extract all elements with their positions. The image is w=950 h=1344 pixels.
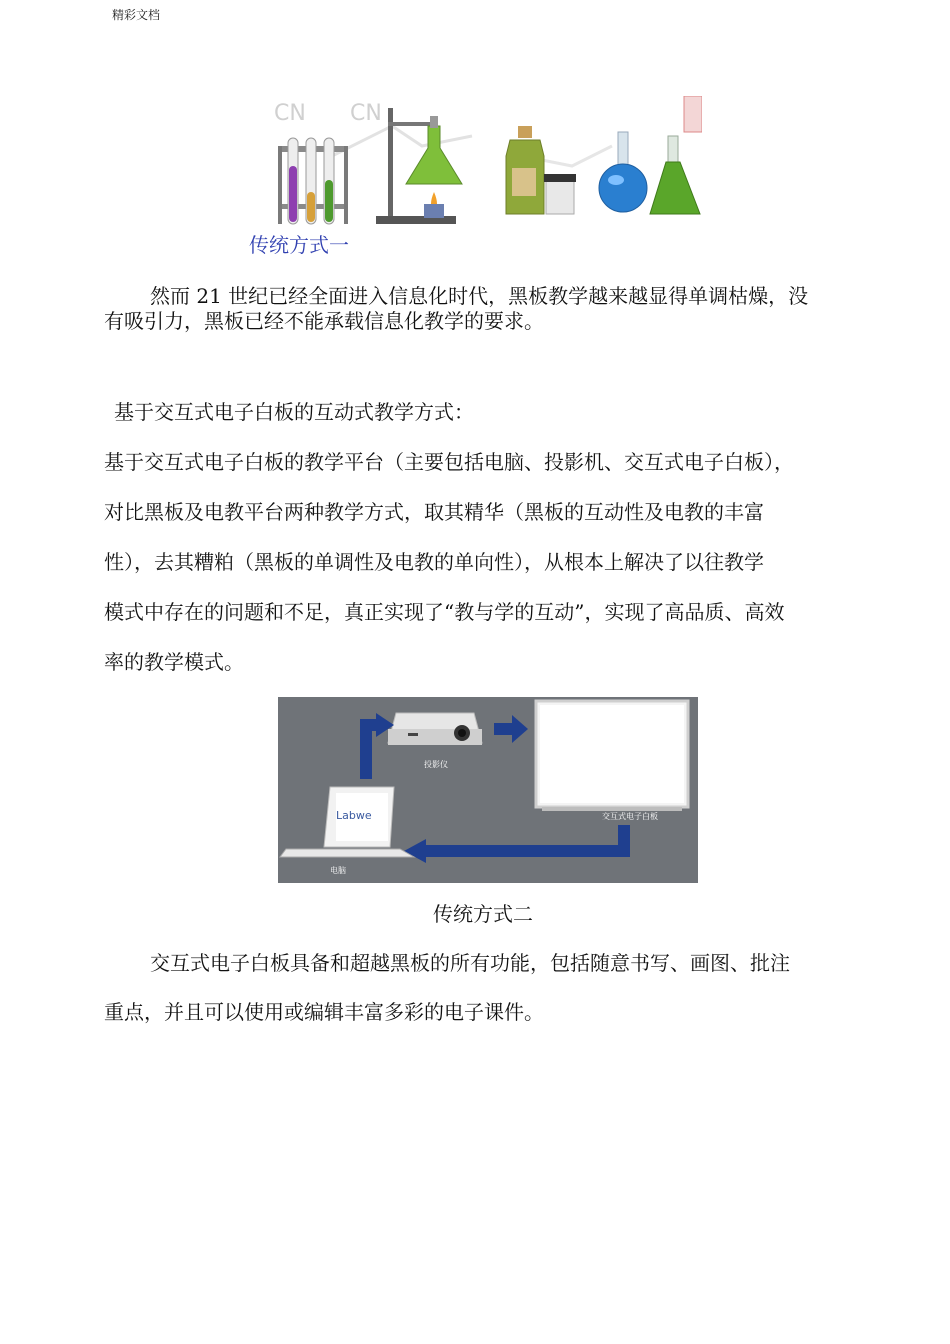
section-line-1: 基于交互式电子白板的教学平台（主要包括电脑、投影机、交互式电子白板）， [104,450,794,474]
para2-line2: 重点，并且可以使用或编辑丰富多彩的电子课件。 [104,1000,544,1024]
para1-line2: 有吸引力，黑板已经不能承载信息化教学的要求。 [104,309,544,333]
laptop-label: 电脑 [330,866,346,875]
projector-label: 投影仪 [424,760,448,769]
figure2-caption: 传统方式二 [433,902,533,926]
lab-glassware-image [272,96,702,230]
interactive-whiteboard-diagram [278,697,698,883]
para1-line1: 然而 21 世纪已经全面进入信息化时代，黑板教学越来越显得单调枯燥，没 [150,284,809,308]
laptop-brand: Labwe [336,809,372,822]
section-heading: 基于交互式电子白板的互动式教学方式： [114,400,474,424]
figure1-caption: 传统方式一 [249,233,349,257]
para2-line1: 交互式电子白板具备和超越黑板的所有功能，包括随意书写、画图、批注 [150,951,790,975]
section-line-2: 对比黑板及电教平台两种教学方式，取其精华（黑板的互动性及电教的丰富 [104,500,764,524]
watermark-left: CN [274,101,306,126]
projector-icon [388,713,482,745]
watermark-mid: CN [350,101,382,126]
section-line-4: 模式中存在的问题和不足，真正实现了“教与学的互动”，实现了高品质、高效 [104,600,785,624]
page-header-label: 精彩文档 [112,8,161,22]
section-line-5: 率的教学模式。 [104,650,244,674]
section-line-3: 性），去其糟粕（黑板的单调性及电教的单向性），从根本上解决了以往教学 [104,550,764,574]
whiteboard-icon [536,701,688,811]
whiteboard-label: 交互式电子白板 [602,812,658,821]
